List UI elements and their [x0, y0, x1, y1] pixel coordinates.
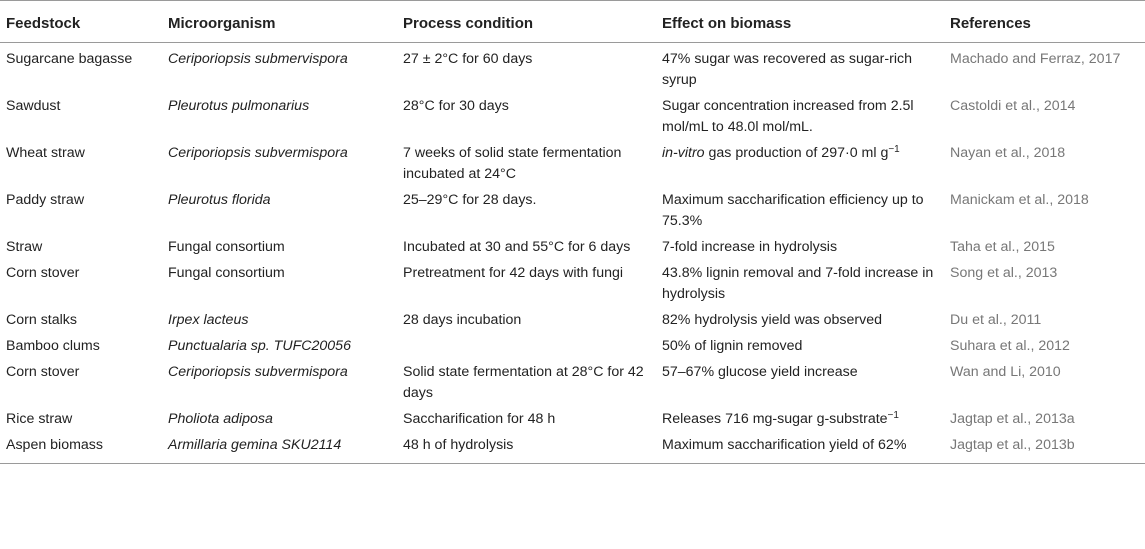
- cell-reference: Machado and Ferraz, 2017: [950, 51, 1121, 67]
- cell-process-condition: Incubated at 30 and 55°C for 6 days: [403, 239, 631, 255]
- effect-text: gas production of 297·0 ml g: [704, 145, 889, 161]
- cell-reference: Jagtap et al., 2013a: [950, 411, 1075, 427]
- table-row: [0, 234, 1145, 260]
- cell-process-condition: Solid state fermentation at 28°C for 42 days: [403, 364, 644, 401]
- cell-feedstock: Paddy straw: [6, 192, 85, 208]
- effect-text: Releases 716 mg-sugar g-substrate: [662, 411, 888, 427]
- cell-reference: Castoldi et al., 2014: [950, 98, 1076, 114]
- cell-effect-on-biomass: [654, 406, 941, 432]
- table-row: [0, 43, 1145, 94]
- cell-feedstock: Sawdust: [6, 98, 61, 114]
- cell-reference: Song et al., 2013: [950, 265, 1058, 281]
- cell-microorganism: Punctualaria sp. TUFC20056: [168, 338, 351, 354]
- effect-text: Maximum saccharification efficiency up to 75.3%: [662, 192, 924, 229]
- cell-reference: Jagtap et al., 2013b: [941, 432, 1145, 464]
- cell-process-condition: 48 h of hydrolysis: [395, 432, 654, 464]
- cell-process-condition: 27 ± 2°C for 60 days: [403, 51, 533, 67]
- header-references: References: [941, 1, 1145, 43]
- header-process-condition: Process condition: [395, 1, 654, 43]
- table-row: [0, 359, 1145, 406]
- cell-process-condition: 7 weeks of solid state fermentation incubated at 24°C: [403, 145, 622, 182]
- cell-reference: Nayan et al., 2018: [950, 145, 1066, 161]
- table-row: [0, 432, 1145, 464]
- effect-text: Sugar concentration increased from 2.5l mol/mL to 48.0l mol/mL.: [662, 98, 914, 135]
- table-row: [0, 333, 1145, 359]
- cell-effect-on-biomass: [654, 333, 941, 359]
- cell-effect-on-biomass: [654, 307, 941, 333]
- effect-superscript: −1: [888, 144, 900, 155]
- table-row: [0, 307, 1145, 333]
- cell-reference: Du et al., 2011: [950, 312, 1042, 328]
- cell-feedstock: Corn stover: [6, 364, 80, 380]
- cell-microorganism: Pleurotus florida: [168, 192, 271, 208]
- header-row: [0, 1, 1145, 43]
- table-row: [0, 140, 1145, 187]
- cell-effect-on-biomass: [654, 43, 941, 94]
- cell-process-condition: 28°C for 30 days: [403, 98, 509, 114]
- cell-effect-on-biomass: [654, 359, 941, 406]
- cell-effect-on-biomass: [654, 187, 941, 234]
- cell-effect-on-biomass: [654, 260, 941, 307]
- cell-effect-on-biomass: [654, 140, 941, 187]
- cell-microorganism: Armillaria gemina SKU2114: [166, 432, 395, 464]
- table-header: [0, 1, 1145, 43]
- effect-italic-prefix: in-vitro: [662, 145, 705, 161]
- cell-microorganism: Pholiota adiposa: [168, 411, 273, 427]
- cell-feedstock: Sugarcane bagasse: [6, 51, 133, 67]
- effect-text: Maximum saccharification yield of 62%: [662, 437, 907, 453]
- table-row: [0, 260, 1145, 307]
- header-feedstock: Feedstock: [0, 1, 166, 43]
- cell-reference: Wan and Li, 2010: [950, 364, 1061, 380]
- table-row: [0, 406, 1145, 432]
- effect-text: 47% sugar was recovered as sugar-rich syrup: [662, 51, 912, 88]
- cell-feedstock: Corn stover: [6, 265, 80, 281]
- effect-text: 82% hydrolysis yield was observed: [662, 312, 883, 328]
- cell-process-condition: Pretreatment for 42 days with fungi: [403, 265, 624, 281]
- cell-effect-on-biomass: [654, 234, 941, 260]
- table-row: [0, 93, 1145, 140]
- effect-text: 50% of lignin removed: [662, 338, 803, 354]
- cell-feedstock: Rice straw: [6, 411, 73, 427]
- cell-feedstock: Corn stalks: [6, 312, 77, 328]
- cell-microorganism: Fungal consortium: [168, 239, 285, 255]
- cell-microorganism: Ceriporiopsis subvermispora: [168, 145, 348, 161]
- cell-reference: Manickam et al., 2018: [950, 192, 1089, 208]
- cell-microorganism: Ceriporiopsis submervispora: [168, 51, 348, 67]
- cell-microorganism: Pleurotus pulmonarius: [168, 98, 310, 114]
- cell-effect-on-biomass: [654, 93, 941, 140]
- cell-reference: Taha et al., 2015: [950, 239, 1055, 255]
- cell-process-condition: 28 days incubation: [403, 312, 522, 328]
- cell-process-condition: 25–29°C for 28 days.: [403, 192, 537, 208]
- table-row: [0, 187, 1145, 234]
- cell-reference: Suhara et al., 2012: [950, 338, 1070, 354]
- cell-microorganism: Irpex lacteus: [168, 312, 249, 328]
- table-body: [0, 43, 1145, 464]
- header-microorganism: Microorganism: [166, 1, 395, 43]
- effect-text: 57–67% glucose yield increase: [662, 364, 858, 380]
- effect-superscript: −1: [887, 410, 899, 421]
- cell-process-condition: [395, 333, 654, 359]
- effect-text: 7-fold increase in hydrolysis: [662, 239, 838, 255]
- cell-microorganism: Fungal consortium: [168, 265, 285, 281]
- effect-text: 43.8% lignin removal and 7-fold increase in hydrolysis: [662, 265, 934, 302]
- cell-feedstock: Bamboo clums: [6, 338, 100, 354]
- cell-feedstock: Aspen biomass: [0, 432, 166, 464]
- cell-feedstock: Wheat straw: [6, 145, 85, 161]
- cell-process-condition: Saccharification for 48 h: [403, 411, 556, 427]
- header-effect-on-biomass: Effect on biomass: [654, 1, 941, 43]
- cell-microorganism: Ceriporiopsis subvermispora: [168, 364, 348, 380]
- cell-effect-on-biomass: [654, 432, 941, 464]
- cell-feedstock: Straw: [6, 239, 43, 255]
